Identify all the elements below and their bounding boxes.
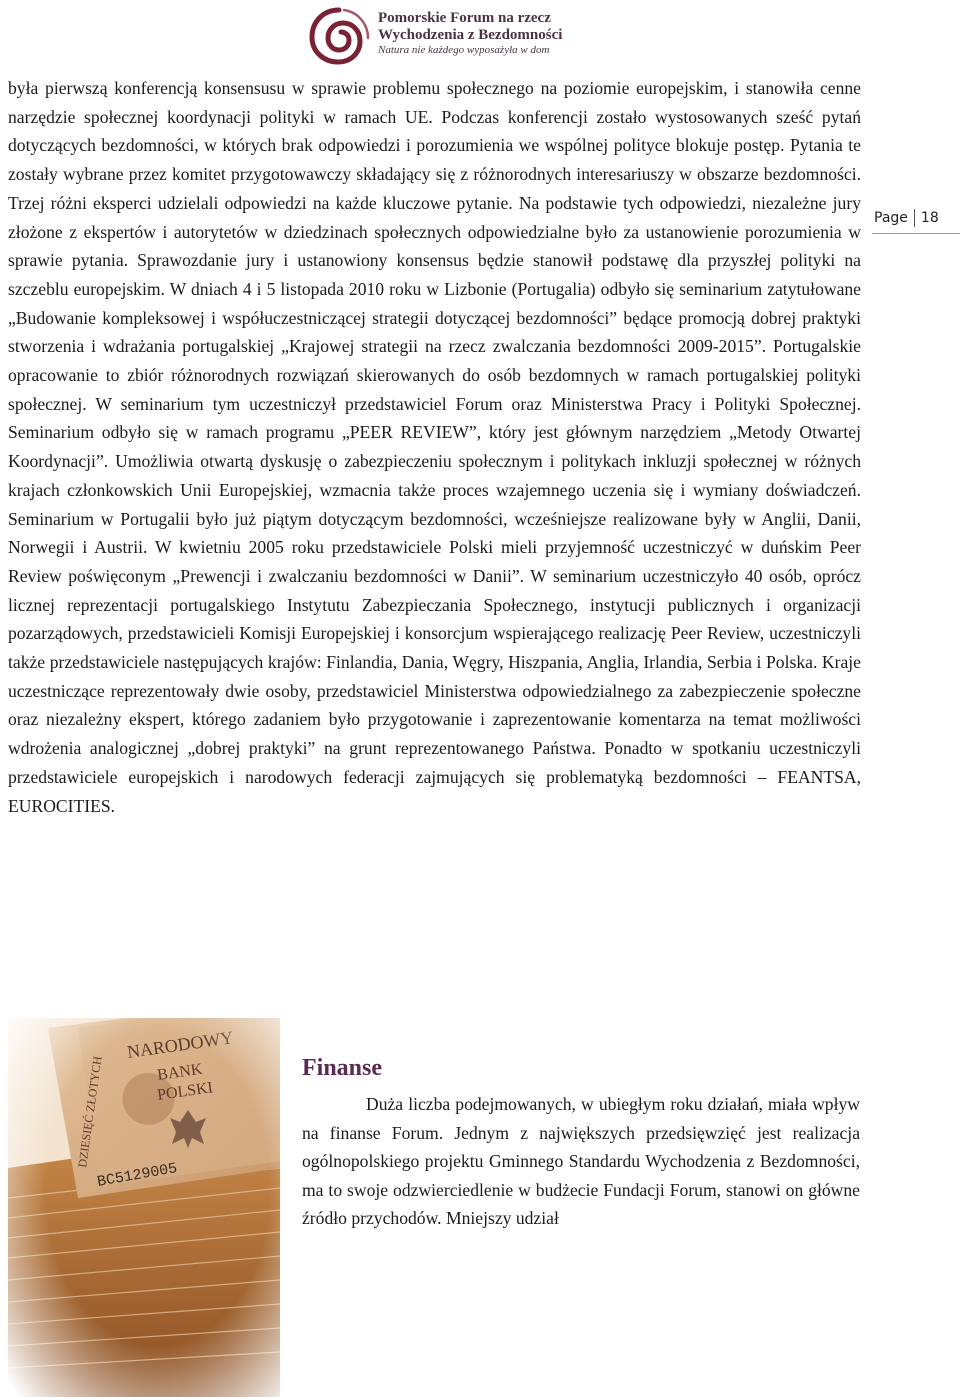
header-logo	[306, 4, 596, 68]
page-label: Page	[874, 210, 908, 226]
page-number-separator	[914, 209, 915, 227]
finance-paragraph-text: Duża liczba podejmowanych, w ubiegłym roku działań, miała wpływ na finanse Forum. Jednym z największych przedsięwzięć jest realizacja ogólnopolskiego projektu Gminnego Standardu Wychodzenia z Bezdomności, ma to swoje odzwierciedlenie w budżecie Fundacji Forum, stanowi on główne źródło przychodów. Mniejszy udział	[302, 1094, 860, 1228]
org-tagline: Natura nie każdego wyposażyła w dom	[378, 44, 550, 56]
section-title-finanse: Finanse	[302, 1055, 383, 1081]
page-number-rule	[872, 233, 960, 234]
page-number-value: 18	[920, 210, 939, 226]
banknotes-photo	[8, 1018, 280, 1397]
snail-logo-icon	[306, 4, 372, 68]
logo-text	[378, 10, 562, 57]
body-paragraph: była pierwszą konferencją konsensusu w sprawie problemu społecznego na poziomie europejskim, i stanowiła cenne narzędzie społecznej koordynacji polityki w ramach UE. Podczas konferencji zostało wystosowanych sześć pytań dotyczących bezdomności, w których brak odpowiedzi i porozumienia we wspólnej polityce blokuje postęp. Pytania te zostały wybrane przez komitet przygotowawczy składający się z różnorodnych interesariuszy w obszarze bezdomności. Trzej różni eksperci udzielali odpowiedzi na każde kluczowe pytanie. Na podstawie tych odpowiedzi, niezależne jury złożone z ekspertów i autorytetów w dziedzinach społecznych odpowiedzialne było za ustanowienie porozumienia w sprawie pytania. Sprawozdanie jury i ustanowiony konsensus będzie stanowił podstawę dla przyszłej polityki na szczeblu europejskim. W dniach 4 i 5 listopada 2010 roku w Lizbonie (Portugalia) odbyło się seminarium zatytułowane „Budowanie kompleksowej i współuczestniczącej strategii dotyczącej bezdomności” będące promocją dobrej praktyki stworzenia i wdrażania portugalskiej „Krajowej strategii na rzecz zwalczania bezdomności 2009-2015”. Portugalskie opracowanie to zbiór różnorodnych rozwiązań skierowanych do osób bezdomnych w ramach portugalskiej polityki społecznej. W seminarium tym uczestniczył przedstawiciel Forum oraz Ministerstwa Pracy i Polityki Społecznej. Seminarium odbyło się w ramach programu „PEER REVIEW”, który jest głównym narzędziem „Metody Otwartej Koordynacji”. Umożliwia otwartą dyskusję o zabezpieczeniu społecznym i politykach inkluzji społecznej w różnych krajach członkowskich Unii Europejskiej, wzmacnia także proces wzajemnego uczenia się i wymiany doświadczeń. Seminarium w Portugalii było już piątym dotyczącym bezdomności, wcześniejsze realizowane były w Anglii, Danii, Norwegii i Austrii. W kwietniu 2005 roku przedstawiciele Polski mieli przyjemność uczestniczyć w duńskim Peer Review poświęconym „Prewencji i zwalczaniu bezdomności w Danii”. W seminarium uczestniczyło 40 osób, oprócz licznej reprezentacji portugalskiego Instytutu Zabezpieczania Społecznego, instytucji publicznych i organizacji pozarządowych, przedstawicieli Komisji Europejskiej i konsorcjum wspierającego realizację Peer Review, uczestniczyli także przedstawiciele następujących krajów: Finlandia, Dania, Węgry, Hiszpania, Anglia, Irlandia, Serbia i Polska. Kraje uczestniczące reprezentowały dwie osoby, przedstawiciel Ministerstwa odpowiedzialnego za zabezpieczenie społeczne oraz niezależny ekspert, którego zadaniem było przygotowanie i zaprezentowanie komentarza na temat możliwości wdrożenia analogicznej „dobrej praktyki” na grunt reprezentowanego Państwa. Ponadto w spotkaniu uczestniczyli przedstawiciele europejskich i narodowych federacji zajmujących się problematyką bezdomności – FEANTSA, EUROCITIES.	[8, 78, 861, 816]
finance-paragraph	[302, 1090, 860, 1233]
banknotes-illustration	[8, 1018, 280, 1397]
page-number	[872, 205, 960, 231]
org-name-line1: Pomorskie Forum na rzecz	[378, 10, 551, 26]
org-name-line2: Wychodzenia z Bezdomności	[378, 27, 563, 43]
